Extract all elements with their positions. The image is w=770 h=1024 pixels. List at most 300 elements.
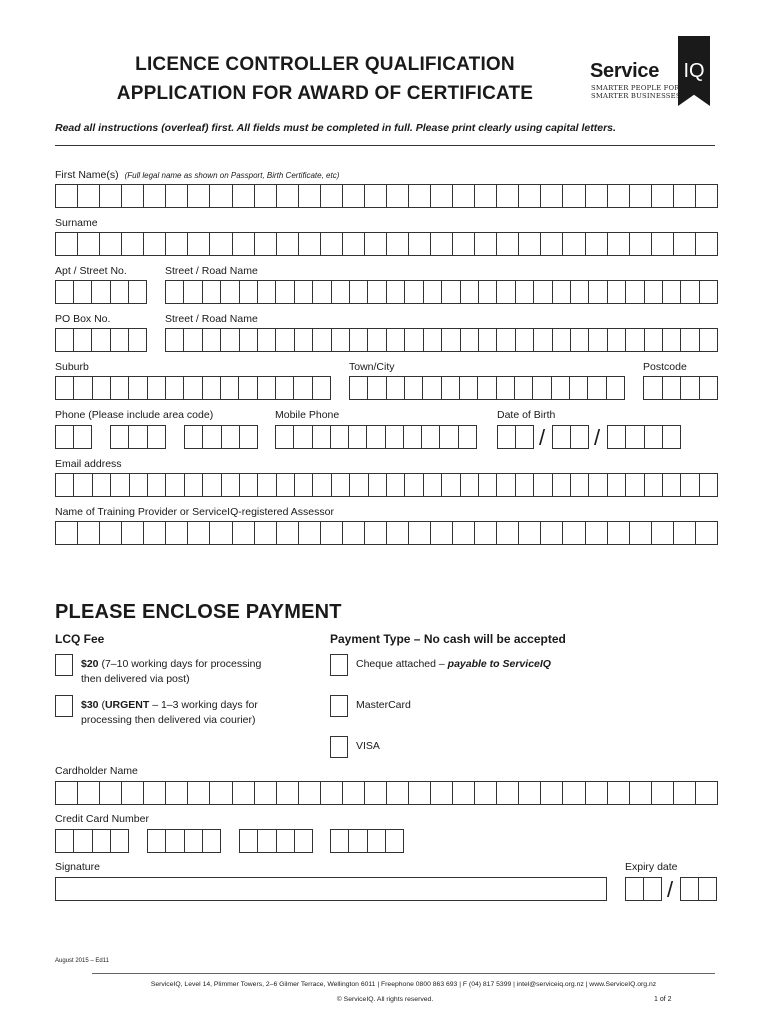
fee-20-checkbox[interactable] bbox=[55, 654, 73, 676]
char-cell[interactable] bbox=[461, 281, 479, 303]
char-cell[interactable] bbox=[343, 522, 365, 544]
email-input[interactable] bbox=[55, 473, 718, 497]
char-cell[interactable] bbox=[626, 281, 644, 303]
char-cell[interactable] bbox=[626, 329, 644, 351]
char-cell[interactable] bbox=[681, 377, 700, 399]
char-cell[interactable] bbox=[240, 474, 258, 496]
char-cell[interactable] bbox=[203, 474, 221, 496]
char-cell[interactable] bbox=[387, 185, 409, 207]
char-cell[interactable] bbox=[313, 426, 331, 448]
char-cell[interactable] bbox=[700, 474, 717, 496]
char-cell[interactable] bbox=[630, 522, 652, 544]
char-cell[interactable] bbox=[498, 426, 516, 448]
char-cell[interactable] bbox=[203, 329, 221, 351]
char-cell[interactable] bbox=[386, 426, 404, 448]
char-cell[interactable] bbox=[645, 426, 663, 448]
char-cell[interactable] bbox=[663, 377, 682, 399]
char-cell[interactable] bbox=[674, 233, 696, 255]
char-cell[interactable] bbox=[56, 522, 78, 544]
char-cell[interactable] bbox=[93, 474, 111, 496]
char-cell[interactable] bbox=[144, 185, 166, 207]
char-cell[interactable] bbox=[276, 329, 294, 351]
char-cell[interactable] bbox=[313, 377, 330, 399]
char-cell[interactable] bbox=[387, 474, 405, 496]
char-cell[interactable] bbox=[294, 426, 312, 448]
char-cell[interactable] bbox=[696, 233, 717, 255]
char-cell[interactable] bbox=[626, 474, 644, 496]
char-cell[interactable] bbox=[78, 233, 100, 255]
char-cell[interactable] bbox=[423, 377, 441, 399]
char-cell[interactable] bbox=[497, 281, 515, 303]
char-cell[interactable] bbox=[365, 185, 387, 207]
card-number-group-1[interactable] bbox=[55, 829, 129, 853]
phone-number-input[interactable] bbox=[184, 425, 258, 449]
po-street-road-input[interactable] bbox=[165, 328, 718, 352]
char-cell[interactable] bbox=[294, 377, 312, 399]
char-cell[interactable] bbox=[343, 233, 365, 255]
char-cell[interactable] bbox=[608, 782, 630, 804]
char-cell[interactable] bbox=[644, 377, 663, 399]
char-cell[interactable] bbox=[74, 329, 92, 351]
char-cell[interactable] bbox=[210, 522, 232, 544]
char-cell[interactable] bbox=[461, 474, 479, 496]
char-cell[interactable] bbox=[321, 233, 343, 255]
char-cell[interactable] bbox=[56, 426, 74, 448]
char-cell[interactable] bbox=[497, 185, 519, 207]
char-cell[interactable] bbox=[442, 329, 460, 351]
char-cell[interactable] bbox=[674, 185, 696, 207]
char-cell[interactable] bbox=[56, 233, 78, 255]
char-cell[interactable] bbox=[222, 426, 240, 448]
char-cell[interactable] bbox=[479, 329, 497, 351]
char-cell[interactable] bbox=[630, 233, 652, 255]
char-cell[interactable] bbox=[299, 522, 321, 544]
char-cell[interactable] bbox=[74, 377, 92, 399]
char-cell[interactable] bbox=[681, 329, 699, 351]
char-cell[interactable] bbox=[188, 233, 210, 255]
char-cell[interactable] bbox=[295, 830, 312, 852]
char-cell[interactable] bbox=[645, 329, 663, 351]
char-cell[interactable] bbox=[696, 782, 717, 804]
char-cell[interactable] bbox=[442, 377, 460, 399]
char-cell[interactable] bbox=[663, 474, 681, 496]
char-cell[interactable] bbox=[608, 426, 626, 448]
char-cell[interactable] bbox=[111, 426, 129, 448]
phone-prefix-input[interactable] bbox=[110, 425, 166, 449]
char-cell[interactable] bbox=[541, 233, 563, 255]
card-number-group-4[interactable] bbox=[330, 829, 404, 853]
card-number-group-3[interactable] bbox=[239, 829, 313, 853]
char-cell[interactable] bbox=[313, 281, 331, 303]
postcode-input[interactable] bbox=[643, 376, 718, 400]
char-cell[interactable] bbox=[332, 281, 350, 303]
char-cell[interactable] bbox=[479, 281, 497, 303]
char-cell[interactable] bbox=[184, 377, 202, 399]
char-cell[interactable] bbox=[144, 233, 166, 255]
char-cell[interactable] bbox=[255, 233, 277, 255]
char-cell[interactable] bbox=[563, 233, 585, 255]
char-cell[interactable] bbox=[233, 185, 255, 207]
char-cell[interactable] bbox=[652, 522, 674, 544]
char-cell[interactable] bbox=[255, 782, 277, 804]
char-cell[interactable] bbox=[210, 782, 232, 804]
char-cell[interactable] bbox=[497, 377, 515, 399]
char-cell[interactable] bbox=[630, 185, 652, 207]
surname-input[interactable] bbox=[55, 232, 718, 256]
char-cell[interactable] bbox=[111, 474, 129, 496]
char-cell[interactable] bbox=[331, 830, 349, 852]
char-cell[interactable] bbox=[475, 233, 497, 255]
char-cell[interactable] bbox=[349, 426, 367, 448]
char-cell[interactable] bbox=[129, 377, 147, 399]
char-cell[interactable] bbox=[148, 426, 165, 448]
char-cell[interactable] bbox=[166, 233, 188, 255]
char-cell[interactable] bbox=[431, 233, 453, 255]
char-cell[interactable] bbox=[652, 185, 674, 207]
char-cell[interactable] bbox=[299, 782, 321, 804]
char-cell[interactable] bbox=[570, 377, 588, 399]
char-cell[interactable] bbox=[453, 233, 475, 255]
char-cell[interactable] bbox=[188, 522, 210, 544]
char-cell[interactable] bbox=[166, 281, 184, 303]
char-cell[interactable] bbox=[78, 522, 100, 544]
char-cell[interactable] bbox=[674, 522, 696, 544]
char-cell[interactable] bbox=[129, 329, 146, 351]
char-cell[interactable] bbox=[541, 782, 563, 804]
char-cell[interactable] bbox=[299, 185, 321, 207]
char-cell[interactable] bbox=[409, 233, 431, 255]
char-cell[interactable] bbox=[185, 830, 203, 852]
char-cell[interactable] bbox=[479, 474, 497, 496]
char-cell[interactable] bbox=[166, 522, 188, 544]
char-cell[interactable] bbox=[663, 426, 680, 448]
char-cell[interactable] bbox=[534, 474, 552, 496]
char-cell[interactable] bbox=[534, 329, 552, 351]
char-cell[interactable] bbox=[321, 522, 343, 544]
char-cell[interactable] bbox=[387, 377, 405, 399]
char-cell[interactable] bbox=[700, 281, 717, 303]
char-cell[interactable] bbox=[516, 426, 533, 448]
char-cell[interactable] bbox=[332, 474, 350, 496]
char-cell[interactable] bbox=[221, 329, 239, 351]
char-cell[interactable] bbox=[56, 782, 78, 804]
char-cell[interactable] bbox=[144, 522, 166, 544]
char-cell[interactable] bbox=[387, 782, 409, 804]
char-cell[interactable] bbox=[553, 426, 571, 448]
char-cell[interactable] bbox=[644, 878, 661, 900]
char-cell[interactable] bbox=[184, 281, 202, 303]
cardholder-input[interactable] bbox=[55, 781, 718, 805]
char-cell[interactable] bbox=[696, 522, 717, 544]
char-cell[interactable] bbox=[56, 281, 74, 303]
char-cell[interactable] bbox=[497, 233, 519, 255]
char-cell[interactable] bbox=[608, 522, 630, 544]
char-cell[interactable] bbox=[332, 329, 350, 351]
char-cell[interactable] bbox=[122, 522, 144, 544]
dob-month-input[interactable] bbox=[552, 425, 589, 449]
char-cell[interactable] bbox=[387, 329, 405, 351]
char-cell[interactable] bbox=[663, 329, 681, 351]
apt-street-input[interactable] bbox=[55, 280, 147, 304]
char-cell[interactable] bbox=[277, 474, 295, 496]
char-cell[interactable] bbox=[321, 185, 343, 207]
char-cell[interactable] bbox=[541, 185, 563, 207]
visa-checkbox[interactable] bbox=[330, 736, 348, 758]
char-cell[interactable] bbox=[240, 329, 258, 351]
char-cell[interactable] bbox=[475, 522, 497, 544]
char-cell[interactable] bbox=[185, 474, 203, 496]
char-cell[interactable] bbox=[188, 782, 210, 804]
char-cell[interactable] bbox=[475, 782, 497, 804]
char-cell[interactable] bbox=[369, 474, 387, 496]
char-cell[interactable] bbox=[652, 782, 674, 804]
char-cell[interactable] bbox=[56, 329, 74, 351]
char-cell[interactable] bbox=[313, 329, 331, 351]
char-cell[interactable] bbox=[626, 878, 644, 900]
char-cell[interactable] bbox=[696, 185, 717, 207]
char-cell[interactable] bbox=[571, 426, 588, 448]
po-box-input[interactable] bbox=[55, 328, 147, 352]
char-cell[interactable] bbox=[148, 377, 166, 399]
char-cell[interactable] bbox=[240, 426, 257, 448]
char-cell[interactable] bbox=[440, 426, 458, 448]
char-cell[interactable] bbox=[203, 377, 221, 399]
char-cell[interactable] bbox=[100, 782, 122, 804]
char-cell[interactable] bbox=[442, 474, 460, 496]
char-cell[interactable] bbox=[588, 377, 606, 399]
char-cell[interactable] bbox=[387, 233, 409, 255]
char-cell[interactable] bbox=[184, 329, 202, 351]
char-cell[interactable] bbox=[166, 782, 188, 804]
char-cell[interactable] bbox=[74, 830, 92, 852]
char-cell[interactable] bbox=[277, 830, 295, 852]
char-cell[interactable] bbox=[681, 281, 699, 303]
char-cell[interactable] bbox=[368, 377, 386, 399]
char-cell[interactable] bbox=[681, 474, 699, 496]
char-cell[interactable] bbox=[699, 878, 716, 900]
char-cell[interactable] bbox=[645, 281, 663, 303]
char-cell[interactable] bbox=[92, 281, 110, 303]
char-cell[interactable] bbox=[553, 281, 571, 303]
char-cell[interactable] bbox=[368, 329, 386, 351]
char-cell[interactable] bbox=[534, 281, 552, 303]
expiry-year-input[interactable] bbox=[680, 877, 717, 901]
char-cell[interactable] bbox=[130, 474, 148, 496]
char-cell[interactable] bbox=[700, 377, 718, 399]
char-cell[interactable] bbox=[210, 233, 232, 255]
char-cell[interactable] bbox=[519, 782, 541, 804]
char-cell[interactable] bbox=[652, 233, 674, 255]
char-cell[interactable] bbox=[608, 281, 626, 303]
char-cell[interactable] bbox=[74, 281, 92, 303]
char-cell[interactable] bbox=[431, 522, 453, 544]
char-cell[interactable] bbox=[166, 474, 184, 496]
char-cell[interactable] bbox=[240, 281, 258, 303]
char-cell[interactable] bbox=[424, 329, 442, 351]
char-cell[interactable] bbox=[295, 329, 313, 351]
char-cell[interactable] bbox=[460, 377, 478, 399]
char-cell[interactable] bbox=[258, 329, 276, 351]
char-cell[interactable] bbox=[299, 233, 321, 255]
char-cell[interactable] bbox=[541, 522, 563, 544]
char-cell[interactable] bbox=[663, 281, 681, 303]
char-cell[interactable] bbox=[563, 782, 585, 804]
char-cell[interactable] bbox=[56, 474, 74, 496]
char-cell[interactable] bbox=[453, 782, 475, 804]
char-cell[interactable] bbox=[276, 426, 294, 448]
card-number-group-2[interactable] bbox=[147, 829, 221, 853]
char-cell[interactable] bbox=[74, 474, 92, 496]
char-cell[interactable] bbox=[586, 522, 608, 544]
char-cell[interactable] bbox=[277, 522, 299, 544]
char-cell[interactable] bbox=[589, 329, 607, 351]
char-cell[interactable] bbox=[553, 474, 571, 496]
char-cell[interactable] bbox=[331, 426, 349, 448]
char-cell[interactable] bbox=[626, 426, 644, 448]
char-cell[interactable] bbox=[630, 782, 652, 804]
char-cell[interactable] bbox=[589, 281, 607, 303]
suburb-input[interactable] bbox=[55, 376, 331, 400]
char-cell[interactable] bbox=[111, 329, 129, 351]
town-city-input[interactable] bbox=[349, 376, 625, 400]
char-cell[interactable] bbox=[404, 426, 422, 448]
char-cell[interactable] bbox=[258, 377, 276, 399]
char-cell[interactable] bbox=[221, 281, 239, 303]
char-cell[interactable] bbox=[100, 185, 122, 207]
char-cell[interactable] bbox=[453, 185, 475, 207]
char-cell[interactable] bbox=[519, 233, 541, 255]
char-cell[interactable] bbox=[571, 329, 589, 351]
char-cell[interactable] bbox=[239, 377, 257, 399]
char-cell[interactable] bbox=[608, 185, 630, 207]
char-cell[interactable] bbox=[365, 522, 387, 544]
char-cell[interactable] bbox=[368, 281, 386, 303]
char-cell[interactable] bbox=[295, 474, 313, 496]
char-cell[interactable] bbox=[533, 377, 551, 399]
char-cell[interactable] bbox=[188, 185, 210, 207]
char-cell[interactable] bbox=[424, 281, 442, 303]
char-cell[interactable] bbox=[210, 185, 232, 207]
dob-year-input[interactable] bbox=[607, 425, 681, 449]
char-cell[interactable] bbox=[497, 522, 519, 544]
char-cell[interactable] bbox=[276, 377, 294, 399]
char-cell[interactable] bbox=[586, 233, 608, 255]
char-cell[interactable] bbox=[350, 281, 368, 303]
char-cell[interactable] bbox=[516, 474, 534, 496]
fee-30-checkbox[interactable] bbox=[55, 695, 73, 717]
char-cell[interactable] bbox=[203, 281, 221, 303]
phone-area-code-input[interactable] bbox=[55, 425, 92, 449]
char-cell[interactable] bbox=[277, 185, 299, 207]
char-cell[interactable] bbox=[111, 830, 128, 852]
char-cell[interactable] bbox=[100, 233, 122, 255]
cheque-checkbox[interactable] bbox=[330, 654, 348, 676]
char-cell[interactable] bbox=[129, 426, 147, 448]
char-cell[interactable] bbox=[431, 782, 453, 804]
char-cell[interactable] bbox=[424, 474, 442, 496]
char-cell[interactable] bbox=[233, 522, 255, 544]
char-cell[interactable] bbox=[350, 377, 368, 399]
char-cell[interactable] bbox=[122, 185, 144, 207]
char-cell[interactable] bbox=[203, 830, 220, 852]
char-cell[interactable] bbox=[111, 281, 129, 303]
char-cell[interactable] bbox=[409, 185, 431, 207]
char-cell[interactable] bbox=[405, 281, 423, 303]
char-cell[interactable] bbox=[497, 329, 515, 351]
char-cell[interactable] bbox=[387, 281, 405, 303]
char-cell[interactable] bbox=[422, 426, 440, 448]
char-cell[interactable] bbox=[148, 830, 166, 852]
char-cell[interactable] bbox=[258, 830, 276, 852]
char-cell[interactable] bbox=[553, 329, 571, 351]
char-cell[interactable] bbox=[475, 185, 497, 207]
char-cell[interactable] bbox=[607, 377, 624, 399]
char-cell[interactable] bbox=[321, 782, 343, 804]
char-cell[interactable] bbox=[367, 426, 385, 448]
char-cell[interactable] bbox=[255, 185, 277, 207]
char-cell[interactable] bbox=[405, 474, 423, 496]
char-cell[interactable] bbox=[700, 329, 717, 351]
char-cell[interactable] bbox=[74, 426, 91, 448]
char-cell[interactable] bbox=[122, 782, 144, 804]
char-cell[interactable] bbox=[459, 426, 476, 448]
char-cell[interactable] bbox=[277, 233, 299, 255]
char-cell[interactable] bbox=[222, 474, 240, 496]
expiry-month-input[interactable] bbox=[625, 877, 662, 901]
char-cell[interactable] bbox=[365, 782, 387, 804]
mobile-input[interactable] bbox=[275, 425, 477, 449]
char-cell[interactable] bbox=[233, 782, 255, 804]
char-cell[interactable] bbox=[349, 830, 367, 852]
first-names-input[interactable] bbox=[55, 184, 718, 208]
char-cell[interactable] bbox=[409, 522, 431, 544]
char-cell[interactable] bbox=[516, 329, 534, 351]
char-cell[interactable] bbox=[56, 830, 74, 852]
char-cell[interactable] bbox=[56, 185, 78, 207]
char-cell[interactable] bbox=[276, 281, 294, 303]
signature-input[interactable] bbox=[55, 877, 607, 901]
char-cell[interactable] bbox=[166, 830, 184, 852]
char-cell[interactable] bbox=[405, 329, 423, 351]
char-cell[interactable] bbox=[608, 474, 626, 496]
char-cell[interactable] bbox=[166, 185, 188, 207]
char-cell[interactable] bbox=[255, 522, 277, 544]
char-cell[interactable] bbox=[240, 830, 258, 852]
provider-input[interactable] bbox=[55, 521, 718, 545]
char-cell[interactable] bbox=[608, 329, 626, 351]
char-cell[interactable] bbox=[56, 377, 74, 399]
char-cell[interactable] bbox=[409, 782, 431, 804]
char-cell[interactable] bbox=[166, 329, 184, 351]
char-cell[interactable] bbox=[148, 474, 166, 496]
char-cell[interactable] bbox=[295, 281, 313, 303]
char-cell[interactable] bbox=[681, 878, 699, 900]
char-cell[interactable] bbox=[258, 474, 276, 496]
char-cell[interactable] bbox=[386, 830, 403, 852]
char-cell[interactable] bbox=[313, 474, 331, 496]
char-cell[interactable] bbox=[519, 185, 541, 207]
char-cell[interactable] bbox=[461, 329, 479, 351]
char-cell[interactable] bbox=[277, 782, 299, 804]
char-cell[interactable] bbox=[92, 329, 110, 351]
char-cell[interactable] bbox=[100, 522, 122, 544]
char-cell[interactable] bbox=[608, 233, 630, 255]
char-cell[interactable] bbox=[368, 830, 386, 852]
char-cell[interactable] bbox=[111, 377, 129, 399]
char-cell[interactable] bbox=[78, 782, 100, 804]
char-cell[interactable] bbox=[497, 782, 519, 804]
char-cell[interactable] bbox=[674, 782, 696, 804]
